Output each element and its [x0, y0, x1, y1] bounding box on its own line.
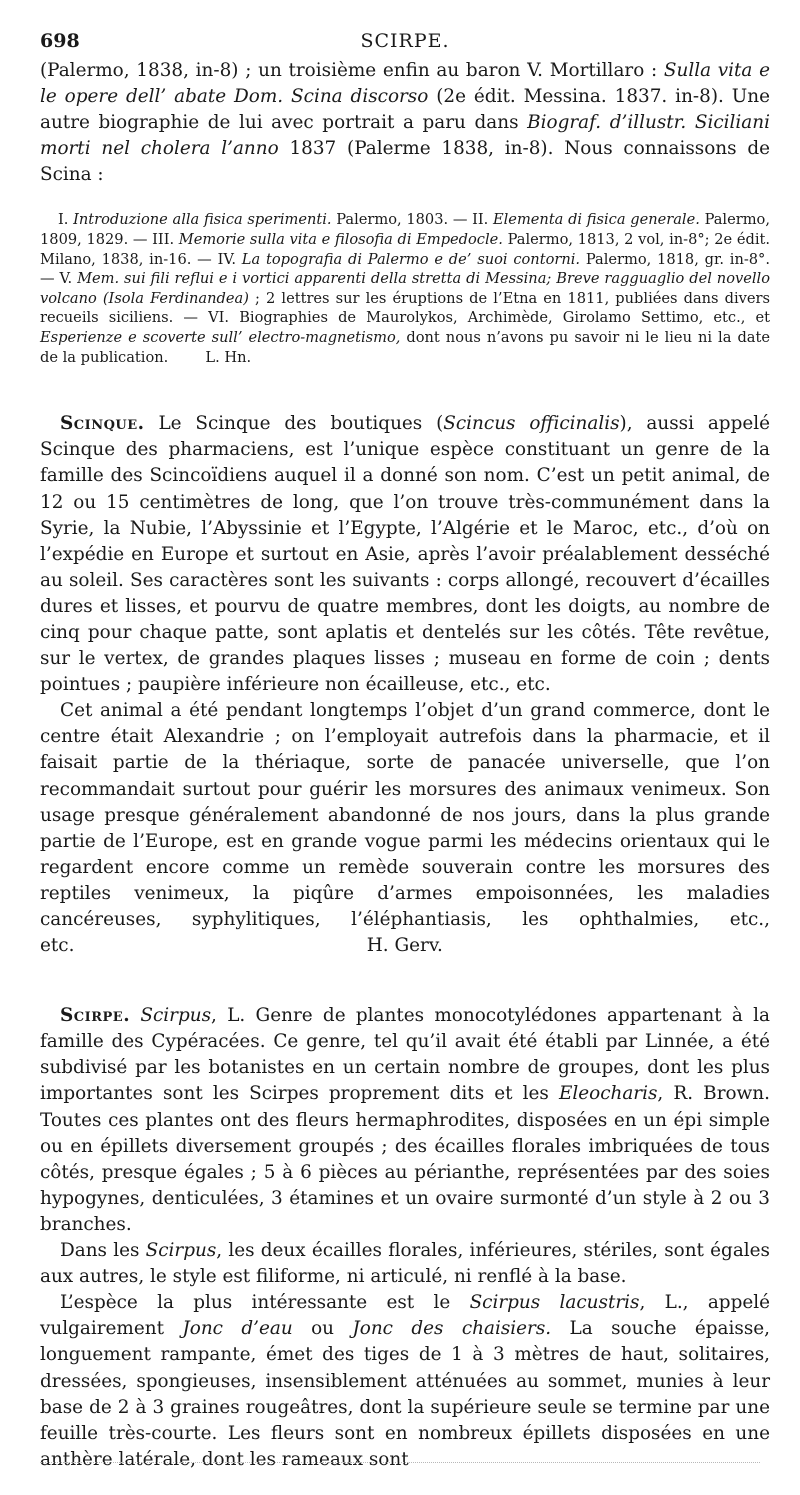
footer-dotted-rule [40, 1462, 760, 1463]
bibliography-list [40, 210, 770, 367]
bib-title: Esperienze e scoverte sull’ electro-magnetismo, [40, 329, 401, 347]
entry-text: , R. Brown. Toutes ces plantes ont des fleurs hermaphrodites, disposées en un épi simple ou en épillets diversement groupés ; des écailles florales imbriquées de tous côtés, presque égales ; 5 à 6 pièces au périanthe, représentées par des soies hypogynes, denticulées, 3 étamines et un ovaire surmonté d’un style à 2 ou 3 branches. [40, 1083, 770, 1235]
bib-title: Mem. sui fili reflui e i vortici apparenti della stretta di Messina; Breve ragguaglio del novello volcano (Isola Ferdinandea) [40, 270, 770, 307]
intro-text: (2e édit. Messina. 1837. in-8). Une autre biographie de lui avec portrait a paru dans [40, 86, 770, 134]
bib-title: La topografia di Palermo e de’ suoi contorni. [241, 250, 581, 268]
species-name: Scincus officinalis [443, 413, 620, 435]
author-signature: H. Gerv. [366, 935, 443, 957]
genus-name: Eleocharis [558, 1083, 658, 1105]
entry-text: , L., appelé vulgairement [40, 1292, 770, 1340]
entry-text: ou [292, 1318, 353, 1340]
entry-text: , les deux écailles florales, inférieures, stériles, sont égales aux autres, le style est filiforme, ni articulé, ni renflé à la base. [40, 1240, 770, 1288]
document-page [40, 30, 770, 1473]
entry-headword: Scinque. [60, 413, 145, 435]
species-name: Scirpus lacustris [469, 1292, 640, 1314]
entry-paragraph [40, 1238, 770, 1290]
intro-text: (Palermo, 1838, in-8) ; un troisième enfin au baron V. Mortillaro : [40, 60, 664, 81]
bib-text: Palermo, 1803. — II. [331, 211, 493, 229]
page-title: SCIRPE. [360, 30, 450, 52]
entry-headword: Scirpe. [60, 1005, 131, 1027]
entry-text: Cet animal a été pendant longtemps l’objet d’un grand commerce, dont le centre était Alexandrie ; on l’employait autrefois dans la pharmacie, et il faisait partie de la thériaque, sorte de panacée universelle, que l’on recommandait surtout pour guérir les morsures des animaux venimeux. Son usage presque généralement abandonné de nos jours, dans la plus grande partie de l’Europe, est en grande vogue parmi les médecins orientaux qui le regardent encore comme un remède souverain contre les morsures des reptiles venimeux, la piqûre d’armes empoisonnées, les maladies cancéreuses, syphylitiques, l’éléphantiasis, les ophthalmies, etc., etc. [40, 700, 770, 957]
bib-text: Palermo, 1813, 2 vol, in-8°; 2e édit. Milano, 1838, in-16. — IV. [40, 231, 770, 268]
bib-title: Elementa di fisica generale. [492, 211, 700, 229]
common-name: Jonc d’eau [182, 1318, 293, 1340]
entry-text: , L. Genre de plantes monocotylédones appartenant à la famille des Cypéracées. Ce genre, tel qu’il avait été établi par Linnée, a été subdivisé par les botanistes en un certain nombre de groupes, dont les plus importantes sont les Scirpes proprement dits et les [40, 1005, 770, 1105]
author-signature: L. Hn. [205, 348, 252, 366]
entry-paragraph [40, 698, 770, 959]
genus-name: Scirpus [140, 1005, 212, 1027]
bib-text: Palermo, 1809, 1829. — III. [40, 211, 770, 249]
intro-italic-title: Biograf. d’illustr. Siciliani morti nel cholera l’anno [40, 112, 770, 160]
common-name: Jonc des chaisiers. [352, 1318, 552, 1340]
intro-paragraph [40, 58, 770, 188]
bib-title: Memorie sulla vita e filosofia di Empedocle. [178, 231, 503, 249]
bib-text: Palermo, 1818, gr. in-8°. — V. [40, 250, 770, 288]
page-number: 698 [40, 30, 80, 52]
bib-title: Introduzione alla fisica sperimenti. [73, 211, 332, 229]
entry-paragraph [40, 411, 770, 698]
running-header [40, 30, 770, 58]
entry-text: La souche épaisse, longuement rampante, émet des tiges de 1 à 3 mètres de haut, solitaires, dressées, spongieuses, insensiblement atténuées au sommet, munies à leur base de 2 à 3 graines rougeâtres, dont la supérieure seule se termine par une feuille très-courte. Les fleurs sont en nombreux épillets disposées en une anthère latérale, dont les rameaux sont [40, 1318, 770, 1470]
intro-text: 1837 (Palerme 1838, in-8). Nous connaissons de Scina : [40, 138, 770, 186]
entry-text: Dans les [60, 1240, 146, 1262]
entry-scinque [40, 411, 770, 959]
entry-text: ), aussi appelé Scinque des pharmaciens, est l’unique espèce constituant un genre de la famille des Scincoïdiens auquel il a donné son nom. C’est un petit animal, de 12 ou 15 centimètres de long, que l’on trouve très-communément dans la Syrie, la Nubie, l’Abyssinie et l’Egypte, l’Algérie et le Maroc, etc., d’où on l’expédie en Europe et surtout en Asie, après l’avoir préalablement desséché au soleil. Ses caractères sont les suivants : corps allongé, recouvert d’écailles dures et lisses, et pourvu de quatre membres, dont les doigts, au nombre de cinq pour chaque patte, sont aplatis et dentelés sur les côtés. Tête revêtue, sur le vertex, de grandes plaques lisses ; museau en forme de coin ; dents pointues ; paupière inférieure non écailleuse, etc., etc. [40, 413, 770, 696]
genus-name: Scirpus [145, 1240, 217, 1262]
bib-text: dont nous n’avons pu savoir ni le lieu ni la date de la publication. [40, 329, 770, 366]
entry-text: L’espèce la plus intéressante est le [60, 1292, 470, 1314]
bib-text: ; 2 lettres sur les éruptions de l’Etna en 1811, publiées dans divers recueils siciliens. — VI. Biographies de Maurolykos, Archimède, Girolamo Settimo, etc., et [40, 289, 770, 327]
entry-paragraph [40, 1290, 770, 1473]
intro-italic-title: Sulla vita e le opere dell’ abate Dom. Scina discorso [40, 60, 770, 108]
entry-scirpe [40, 1003, 770, 1473]
bib-text: I. [58, 211, 74, 229]
entry-paragraph [40, 1003, 770, 1238]
entry-text: Le Scinque des boutiques ( [144, 413, 444, 435]
